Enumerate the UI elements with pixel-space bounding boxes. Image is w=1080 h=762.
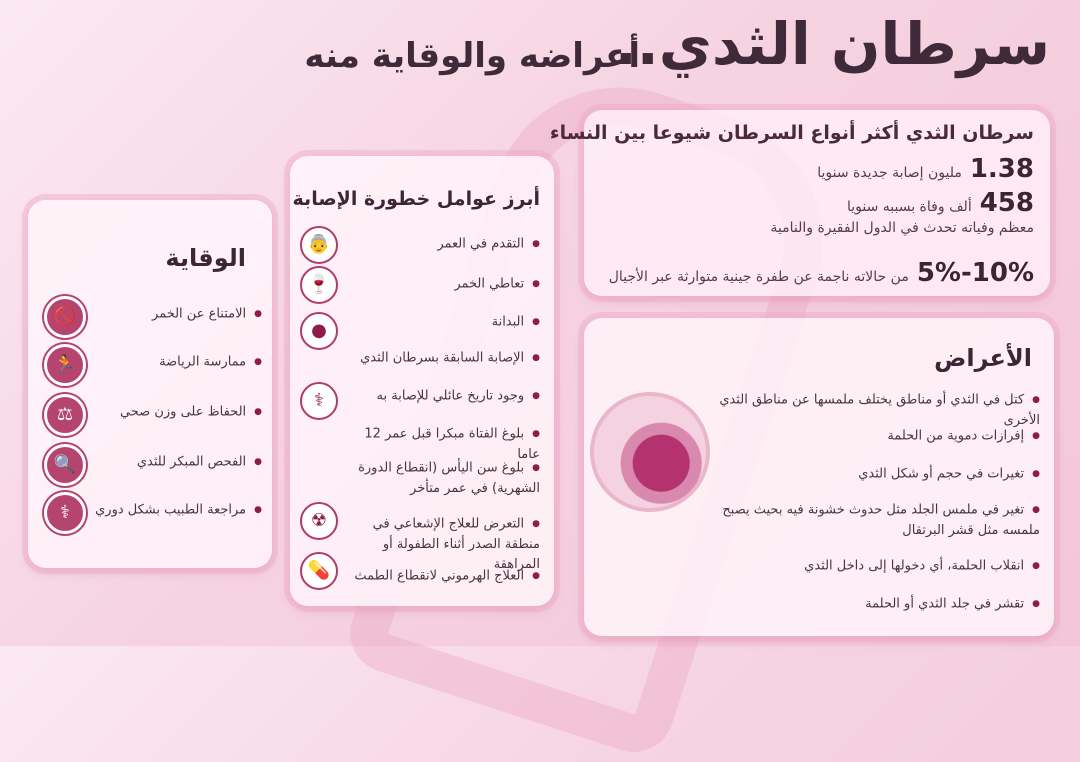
symptom-item: ● كتل في الثدي أو مناطق يختلف ملمسها عن مناطق الثدي الأخرى bbox=[700, 390, 1040, 431]
dna-icon: ⚕ bbox=[300, 382, 338, 420]
symptoms-title: الأعراض bbox=[934, 344, 1032, 372]
radiation-icon: ☢ bbox=[300, 502, 338, 540]
stat-genetic bbox=[609, 258, 1034, 288]
risk-factors-title: أبرز عوامل خطورة الإصابة bbox=[292, 188, 540, 210]
risk-item: ● التعرض للعلاج الإشعاعي في منطقة الصدر أثناء الطفولة أو المراهقة bbox=[350, 514, 540, 575]
prevention-card bbox=[28, 200, 272, 568]
prevention-item: ● مراجعة الطبيب بشكل دوري bbox=[92, 500, 262, 521]
magnifier-icon: 🔍 bbox=[44, 444, 86, 486]
stat-deaths-number: 458 bbox=[979, 188, 1034, 218]
risk-factors-card bbox=[290, 156, 554, 606]
prevention-item: ● الفحص المبكر للثدي bbox=[92, 452, 262, 473]
stat-note bbox=[770, 220, 1034, 236]
prevention-item: ● الامتناع عن الخمر bbox=[92, 304, 262, 325]
stat-new-cases bbox=[817, 154, 1034, 184]
page-title: سرطان الثدي.. bbox=[614, 10, 1050, 78]
prevention-title: الوقاية bbox=[165, 244, 246, 272]
wine-icon: 🍷 bbox=[300, 266, 338, 304]
exercise-icon: 🏃 bbox=[44, 344, 86, 386]
symptom-item: ● تغيرات في حجم أو شكل الثدي bbox=[710, 464, 1040, 485]
symptom-item: ● إفرازات دموية من الحلمة bbox=[710, 426, 1040, 447]
risk-item: ● بلوغ الفتاة مبكرا قبل عمر 12 عاما bbox=[350, 424, 540, 465]
risk-item: ● التقدم في العمر bbox=[350, 234, 540, 255]
stat-deaths-label: ألف وفاة بسببه سنويا bbox=[846, 199, 972, 215]
elderly-icon: 👵 bbox=[300, 226, 338, 264]
symptom-item: ● تغير في ملمس الجلد مثل حدوث خشونة فيه بحيث يصبح ملمسه مثل قشر البرتقال bbox=[690, 500, 1040, 541]
stat-genetic-label: من حالاته ناجمة عن طفرة جينية متوارثة عبر الأجيال bbox=[608, 269, 909, 285]
page-subtitle: أعراضه والوقاية منه bbox=[304, 36, 640, 76]
stat-note-text: معظم وفياته تحدث في الدول الفقيرة والنامية bbox=[770, 220, 1034, 236]
stat-new-cases-label: مليون إصابة جديدة سنويا bbox=[817, 165, 962, 181]
risk-item: ● تعاطي الخمر bbox=[350, 274, 540, 295]
breast-tissue-illustration bbox=[590, 392, 710, 512]
statistics-heading: سرطان الثدي أكثر أنواع السرطان شيوعا بين النساء bbox=[549, 122, 1034, 144]
prevention-item: ● ممارسة الرياضة bbox=[92, 352, 262, 373]
risk-item: ● الإصابة السابقة بسرطان الثدي bbox=[350, 348, 540, 369]
risk-item: ● وجود تاريخ عائلي للإصابة به bbox=[350, 386, 540, 407]
stat-deaths bbox=[847, 188, 1034, 218]
obesity-icon: ● bbox=[300, 312, 338, 350]
pill-icon: 💊 bbox=[300, 552, 338, 590]
stethoscope-icon: ⚕ bbox=[44, 492, 86, 534]
risk-item: ● بلوغ سن اليأس (انقطاع الدورة الشهرية) في عمر متأخر bbox=[350, 458, 540, 499]
statistics-card bbox=[549, 110, 1050, 296]
scale-icon: ⚖ bbox=[44, 394, 86, 436]
symptom-item: ● انقلاب الحلمة، أي دخولها إلى داخل الثدي bbox=[710, 556, 1040, 577]
stat-new-cases-number: 1.38 bbox=[969, 154, 1034, 184]
no-alcohol-icon: 🚫 bbox=[44, 296, 86, 338]
symptom-item: ● تقشر في جلد الثدي أو الحلمة bbox=[710, 594, 1040, 615]
risk-item: ● العلاج الهرموني لانقطاع الطمث bbox=[350, 566, 540, 587]
stat-genetic-number: 5%-10% bbox=[916, 258, 1034, 288]
prevention-item: ● الحفاظ على وزن صحي bbox=[92, 402, 262, 423]
risk-item: ● البدانة bbox=[350, 312, 540, 333]
